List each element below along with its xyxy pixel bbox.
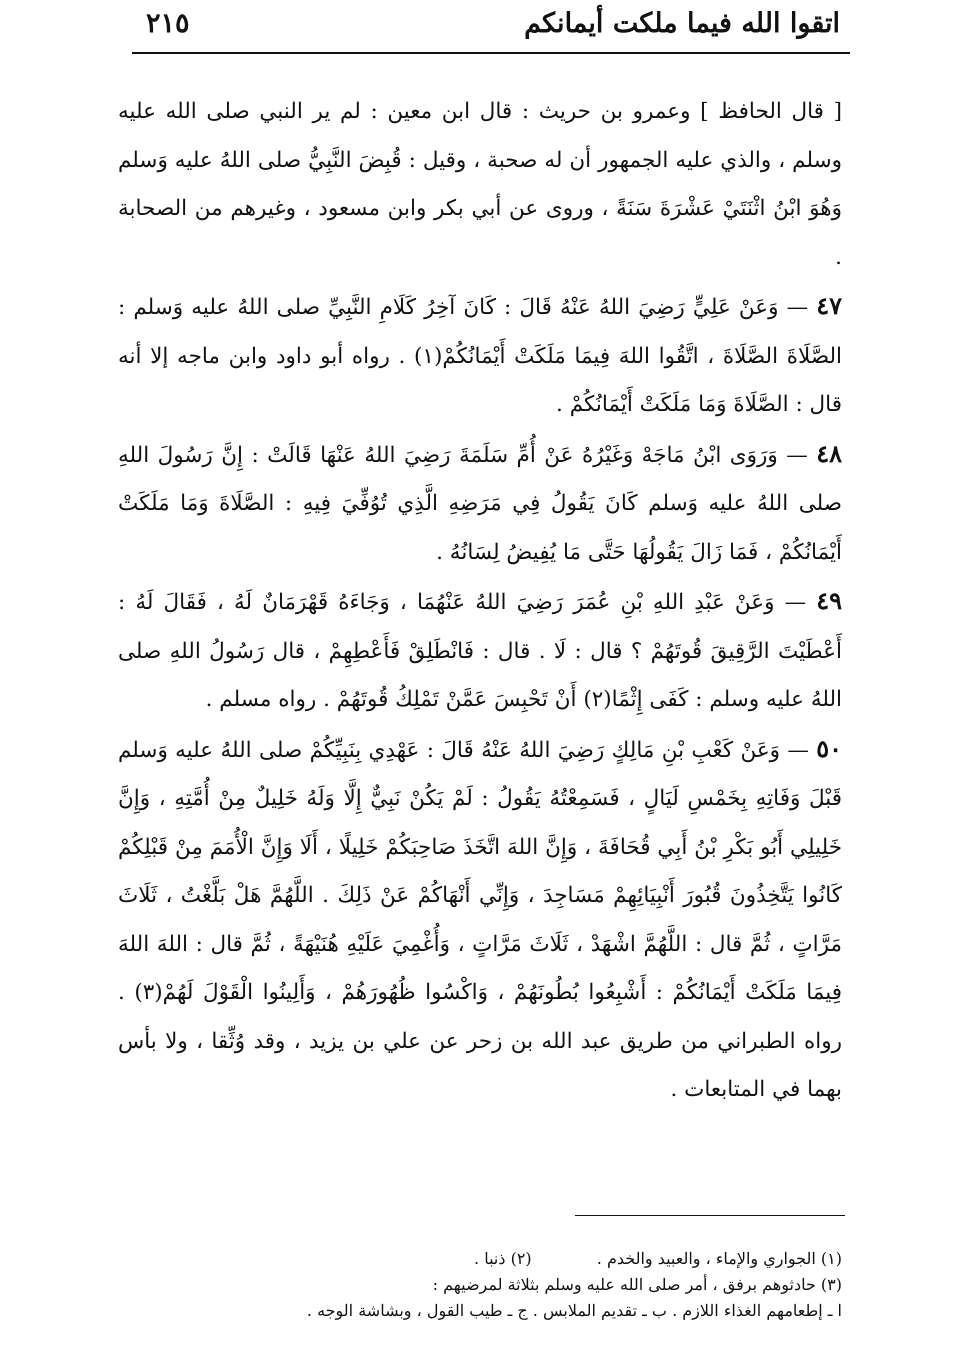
page-header	[132, 4, 850, 50]
main-text	[118, 88, 842, 1115]
hadith-50	[118, 725, 842, 1115]
footnote-line-1	[118, 1246, 842, 1272]
running-title: اتقوا الله فيما ملكت أيمانكم	[524, 8, 840, 39]
hadith-text: — وَعَنْ عَلِيٍّ رَضِيَ اللهُ عَنْهُ قَالَ : كَانَ آخِرُ كَلَامِ النَّبِيِّ صلى اللهُ عليه وَسلم : الصَّلَاةَ الصَّلَاةَ ، اتَّقُوا اللهَ فِيمَا مَلَكَتْ أَيْمَانُكُمْ(١) . رواه أبو داود وابن ماجه إلا أنه قال : الصَّلَاةَ وَمَا مَلَكَتْ أَيْمَانُكُمْ .	[118, 295, 842, 417]
hadith-47	[118, 282, 842, 430]
page-number: ٢١٥	[146, 8, 190, 39]
footnote-2: (٢) ذنبا .	[474, 1249, 532, 1268]
footnote-3-items: ا ـ إطعامهم الغذاء اللازم . ب ـ تقديم الملابس . ج ـ طيب القول ، وبشاشة الوجه .	[306, 1301, 842, 1320]
footnotes	[118, 1246, 842, 1324]
hadith-number: ٥٠	[816, 733, 842, 763]
footnote-rule	[575, 1215, 845, 1216]
hadith-text: — وَعَنْ كَعْبِ بْنِ مَالِكٍ رَضِيَ اللهُ عَنْهُ قَالَ : عَهْدِي بِنَبِيِّكُمْ صلى اللهُ عليه وَسلم قَبْلَ وَفَاتِهِ بِخَمْسِ لَيَالٍ ، فَسَمِعْتُهُ يَقُولُ : لَمْ يَكُنْ نَبِيٌّ إِلَّا وَلَهُ خَلِيلٌ مِنْ أُمَّتِهِ ، وَإِنَّ خَلِيلِي أَبُو بَكْرِ بْنُ أَبِي قُحَافَةَ ، وَإِنَّ اللهَ اتَّخَذَ صَاحِبَكُمْ خَلِيلًا ، أَلَا وَإِنَّ الْأُمَمَ مِنْ قَبْلِكُمْ كَانُوا يَتَّخِذُونَ قُبُورَ أَنْبِيَائِهِمْ مَسَاجِدَ ، وَإِنِّي أَنْهَاكُمْ عَنْ ذَلِكَ . اللَّهُمَّ هَلْ بَلَّغْتُ ، ثَلَاثَ مَرَّاتٍ ، ثُمَّ قال : اللَّهُمَّ اشْهَدْ ، ثَلَاثَ مَرَّاتٍ ، وَأُغْمِيَ عَلَيْهِ هُنَيْهَةً ، ثُمَّ قال : اللهَ اللهَ فِيمَا مَلَكَتْ أَيْمَانُكُمْ : أَشْبِعُوا بُطُونَهُمْ ، وَاكْسُوا ظُهُورَهُمْ ، وَأَلِينُوا الْقَوْلَ لَهُمْ(٣) . رواه الطبراني من طريق عبد الله بن زحر عن علي بن يزيد ، وقد وُثِّقا ، ولا بأس بهما في المتابعات .	[118, 737, 843, 1102]
hadith-number: ٤٨	[816, 438, 842, 468]
hadith-number: ٤٧	[816, 291, 842, 320]
footnote-1: (١) الجواري والإماء ، والعبيد والخدم .	[596, 1249, 842, 1268]
hadith-text: — وَرَوَى ابْنُ مَاجَهْ وَغَيْرُهُ عَنْ أُمِّ سَلَمَةَ رَضِيَ اللهُ عَنْهَا قَالَتْ : إِنَّ رَسُولَ اللهِ صلى اللهُ عليه وَسلم كَانَ يَقُولُ فِي مَرَضِهِ الَّذِي تُوُفِّيَ فِيهِ : الصَّلَاةَ وَمَا مَلَكَتْ أَيْمَانُكُمْ ، فَمَا زَالَ يَقُولُهَا حَتَّى مَا يُفِيضُ لِسَانُهُ .	[118, 442, 842, 565]
intro-paragraph: [ قال الحافظ ] وعمرو بن حريث : قال ابن معين : لم ير النبي صلى الله عليه وسلم ، والذي عليه الجمهور أن له صحبة ، وقيل : قُبِضَ النَّبِيُّ صلى اللهُ عليه وَسلم وَهُوَ ابْنُ اثْنَتَيْ عَشْرَةَ سَنَةً ، وروى عن أبي بكر وابن مسعود ، وغيرهم من الصحابة .	[118, 99, 842, 270]
hadith-48	[118, 430, 842, 578]
footnote-3: (٣) حادثوهم برفق ، أمر صلى الله عليه وسلم بثلاثة لمرضيهم :	[432, 1275, 842, 1294]
hadith-number: ٤٩	[816, 586, 842, 615]
hadith-49	[118, 577, 842, 725]
hadith-text: — وَعَنْ عَبْدِ اللهِ بْنِ عُمَرَ رَضِيَ اللهُ عَنْهُمَا ، وَجَاءَهُ قَهْرَمَانٌ لَهُ ، فَقَالَ لَهُ : أَعْطَيْتَ الرَّقِيقَ قُوتَهُمْ ؟ قال : لَا . قال : فَانْطَلِقْ فَأَعْطِهِمْ ، قال رَسُولُ اللهِ صلى اللهُ عليه وسلم : كَفَى إِثْمًا(٢) أَنْ تَحْبِسَ عَمَّنْ تَمْلِكُ قُوتَهُمْ . رواه مسلم .	[118, 590, 842, 712]
header-rule	[132, 52, 850, 54]
